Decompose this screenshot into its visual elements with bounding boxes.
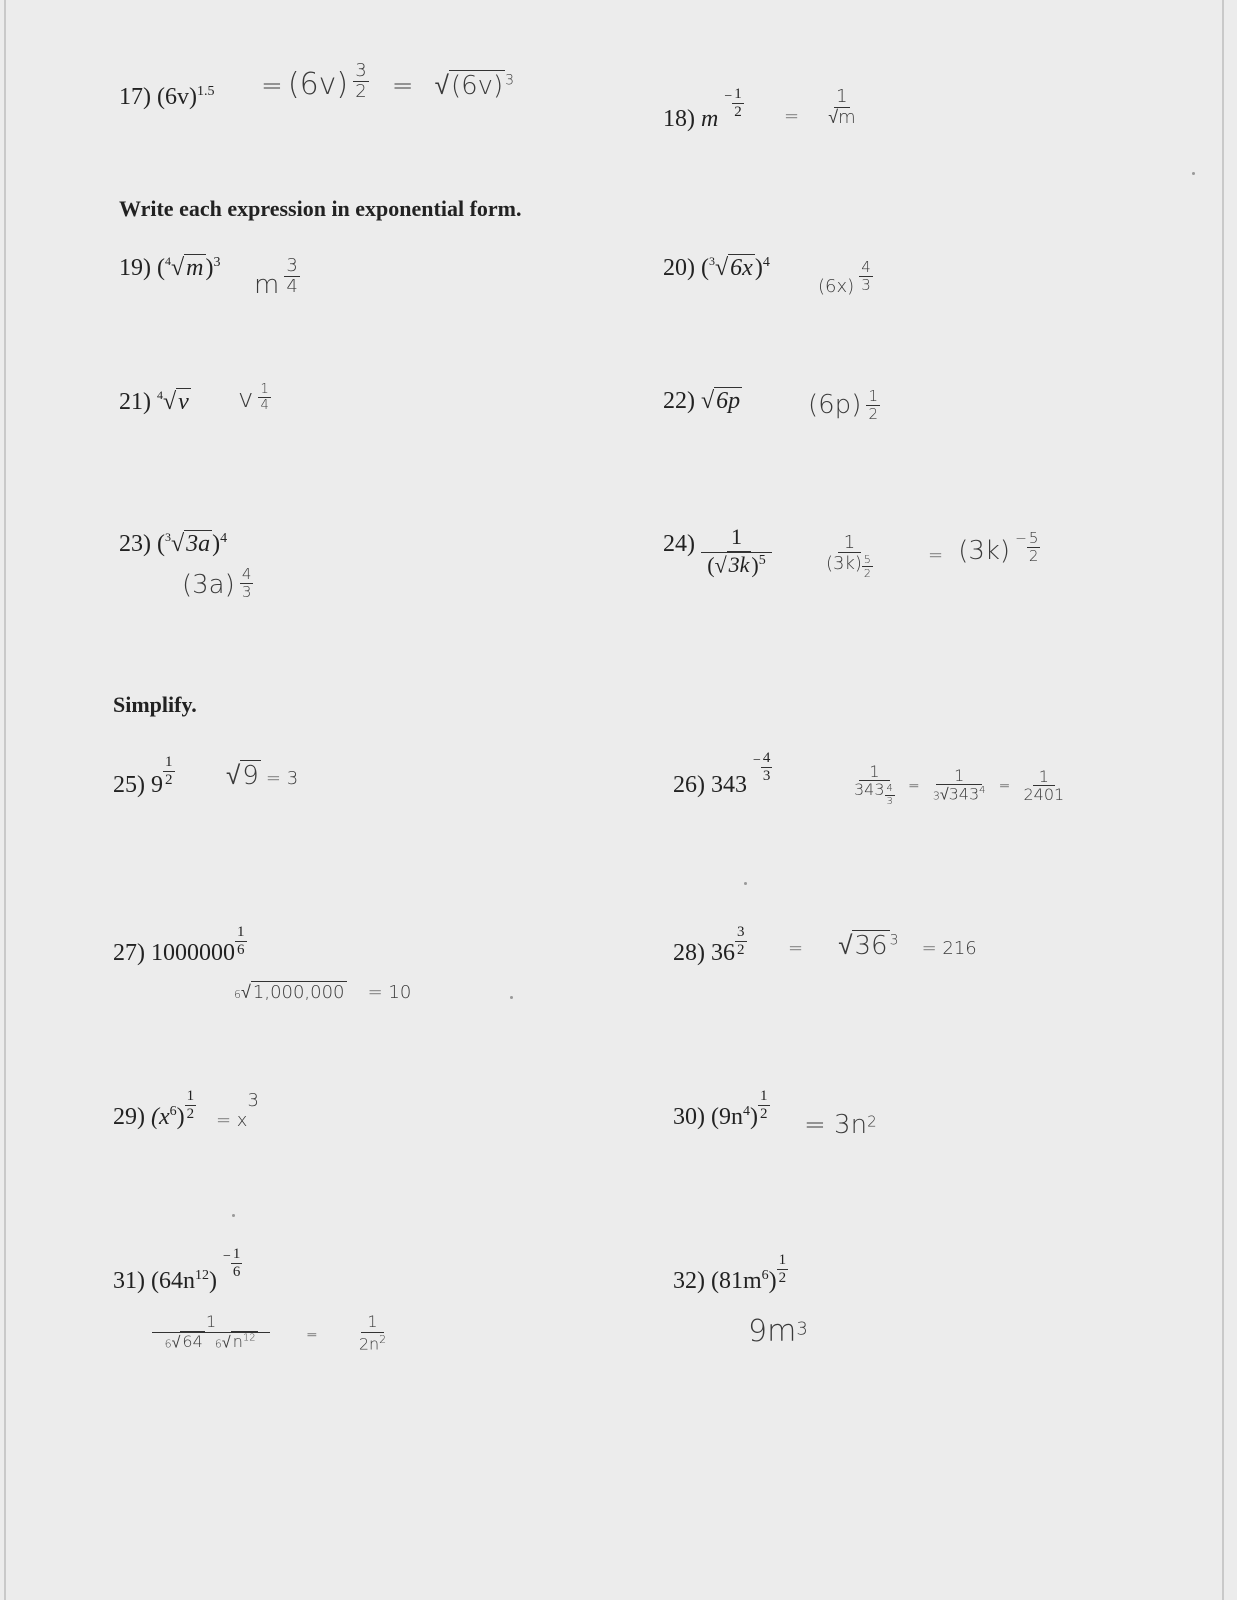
handwritten-work: $\frac{1}{3√343^4}$ xyxy=(932,766,986,804)
handwritten-exponent: $\frac{3}{4}$ xyxy=(286,255,298,297)
handwritten-exponent: 2 xyxy=(867,1112,877,1131)
expression: m xyxy=(701,106,719,132)
expression: (x xyxy=(151,1104,170,1130)
handwritten-answer: = x xyxy=(216,1110,248,1131)
root-index: 3 xyxy=(165,530,171,544)
problem-number: 30) xyxy=(673,1104,705,1130)
handwritten-exponent: 3 xyxy=(505,72,515,89)
inner-exponent: 6 xyxy=(169,1104,177,1119)
problem-number: 21) xyxy=(119,389,151,415)
handwritten-radicand: 9 xyxy=(242,761,259,791)
exponent: $\frac{1}{2}$ xyxy=(165,754,173,788)
problem-number: 18) xyxy=(663,106,695,132)
problem-number: 29) xyxy=(113,1104,145,1130)
section-heading: Write each expression in exponential form. xyxy=(119,196,522,221)
problem-number: 32) xyxy=(673,1268,705,1294)
handwritten-answer: (3k) xyxy=(958,536,1011,566)
work-19 xyxy=(254,248,300,300)
handwritten-exponent: $\frac{5}{2}$ xyxy=(1028,529,1039,565)
root-index: 6 xyxy=(234,988,241,1001)
handwritten-work: $\frac{1}{6√ 64 6√ n^{12}}$ xyxy=(152,1314,270,1350)
exponent: 4 xyxy=(220,531,228,546)
problem-25 xyxy=(113,754,175,814)
handwritten-exponent: $\frac{1}{4}$ xyxy=(260,382,269,413)
problem-27 xyxy=(113,924,247,982)
handwritten-answer: = 3 xyxy=(265,768,299,789)
handwritten-answer: 9m xyxy=(748,1314,797,1349)
work-27: 6√ 1,000,000 = 10 xyxy=(234,982,412,1003)
equals-sign: = xyxy=(391,71,414,101)
handwritten-exponent: $\frac{4}{3}$ xyxy=(241,565,252,601)
handwritten-answer: $\frac{1}{2n^2}$ xyxy=(358,1312,387,1354)
radicand: v xyxy=(178,389,189,415)
handwritten-exponent: 3 xyxy=(247,1090,259,1111)
exponent: 3 xyxy=(213,255,221,270)
problem-number: 23) xyxy=(119,531,151,557)
radicand: m xyxy=(186,255,204,281)
handwritten-answer: = 10 xyxy=(367,982,412,1003)
problem-number: 28) xyxy=(673,940,705,966)
problem-18 xyxy=(663,86,744,148)
work-23 xyxy=(182,556,253,600)
problem-number: 20) xyxy=(663,255,695,281)
expression: 1000000 xyxy=(151,940,235,966)
inner-exponent: 4 xyxy=(743,1104,750,1119)
handwritten-exponent: $\frac{1}{2}$ xyxy=(868,387,878,423)
problem-30: 30) $(9n^4)$ $\frac{1}{2}$ xyxy=(673,1088,768,1130)
exponent: $\frac{4}{3}$ xyxy=(762,750,771,784)
exponent-sign: − xyxy=(724,89,733,104)
problem-number: 19) xyxy=(119,255,151,281)
expression: (81m xyxy=(711,1268,762,1294)
handwritten-exponent: $\frac{3}{2}$ xyxy=(355,60,367,102)
handwritten-answer: (6p) xyxy=(808,390,862,420)
handwritten-answer: $\frac{1}{√m}$ xyxy=(828,86,856,128)
handwritten-radicand: 36 xyxy=(854,931,888,961)
problem-32: 32) $(81m^6)$ $\frac{1}{2}$ xyxy=(673,1252,787,1294)
work-21 xyxy=(238,370,271,412)
expression: (9n xyxy=(711,1104,743,1130)
expression: (64n xyxy=(151,1268,195,1294)
exponent: $\frac{1}{2}$ xyxy=(734,86,742,120)
problem-19: 19) $(^4√m)^3$ xyxy=(119,254,221,281)
handwritten-answer: m xyxy=(254,270,280,300)
exponent: $\frac{1}{6}$ xyxy=(237,924,245,958)
scan-speck xyxy=(510,996,513,999)
exponent: $\frac{1}{2}$ xyxy=(778,1252,787,1286)
handwritten-work: 1 343 $\frac{4}{3}$ xyxy=(854,762,893,807)
problem-number: 17) xyxy=(119,84,151,110)
exponent: $\frac{1}{2}$ xyxy=(760,1088,768,1122)
exponent-sign: − xyxy=(753,753,761,768)
problem-31: 31) $(64n^{12})$ − $\frac{1}{6}$ xyxy=(113,1246,241,1294)
scan-speck xyxy=(1192,172,1195,175)
section-heading: Simplify. xyxy=(113,692,197,717)
handwritten-exponent: $\frac{4}{3}$ xyxy=(861,258,871,294)
equals-sign: = xyxy=(261,71,283,101)
equals-sign: = xyxy=(784,106,800,127)
handwritten-answer: (6x) xyxy=(818,276,855,297)
radicand: 6x xyxy=(730,255,753,281)
equals-sign: = xyxy=(998,778,1011,794)
work-25: √9 = 3 xyxy=(226,761,299,791)
problem-number: 24) xyxy=(663,530,695,557)
equals-sign: = xyxy=(788,938,804,959)
problem-number: 26) xyxy=(673,772,705,798)
expression: 36 xyxy=(711,940,735,966)
exponent: 1.5 xyxy=(196,84,215,99)
problem-number: 27) xyxy=(113,940,145,966)
expression: $\frac{1}{(√3k)^5}$ xyxy=(701,526,772,576)
handwritten-exponent: 3 xyxy=(796,1318,808,1340)
equals-sign: = xyxy=(306,1327,318,1343)
problem-number: 25) xyxy=(113,772,145,798)
handwritten-answer: = 3n xyxy=(804,1110,868,1140)
work-30 xyxy=(804,1110,877,1140)
work-28: = √36 $^3$ = 216 xyxy=(788,931,977,961)
handwritten-answer: $\frac{1}{2401}$ xyxy=(1023,766,1065,804)
problem-number: 31) xyxy=(113,1268,145,1294)
problem-17 xyxy=(119,84,214,111)
exponent-sign: − xyxy=(1015,531,1027,547)
handwritten-work: 1 (3k) $\frac{5}{2}$ xyxy=(826,532,871,580)
work-24 xyxy=(826,534,873,579)
expression: 343 xyxy=(711,772,747,798)
root-index: 4 xyxy=(157,388,163,402)
handwritten-answer: (3a) xyxy=(182,570,235,600)
answer-24 xyxy=(928,520,1040,564)
problem-22: 22) √6p xyxy=(663,388,741,414)
root-index: 3 xyxy=(709,254,715,268)
exponent: 4 xyxy=(762,255,770,270)
inner-exponent: 6 xyxy=(761,1268,769,1283)
radicand: 3a xyxy=(186,531,211,557)
work-29 xyxy=(216,1090,259,1131)
problem-20: 20) $(^3√6x)^4$ xyxy=(663,254,770,281)
exponent-sign: − xyxy=(223,1249,231,1264)
work-20 xyxy=(818,256,873,297)
equals-sign: = xyxy=(908,778,920,794)
problem-23: 23) $(^3√3a)^4$ xyxy=(119,530,228,557)
root-index: 4 xyxy=(165,254,171,268)
work-32 xyxy=(748,1314,808,1349)
exponent: $\frac{1}{6}$ xyxy=(232,1246,241,1280)
work-18 xyxy=(784,86,856,127)
problem-26 xyxy=(673,750,772,814)
problem-21: 21) $^4$√v xyxy=(119,388,189,415)
scan-speck xyxy=(232,1214,235,1217)
work-22 xyxy=(808,378,880,422)
work-26 xyxy=(854,764,1064,807)
handwritten-radicand: 1,000,000 xyxy=(252,982,345,1003)
problem-number: 22) xyxy=(663,388,695,414)
worksheet-page xyxy=(4,0,1224,1600)
problem-29: 29) $(x^6)$ $\frac{1}{2}$ xyxy=(113,1088,195,1130)
problem-24 xyxy=(663,526,772,576)
handwritten-work: (6v) xyxy=(287,67,349,102)
exponent: $\frac{1}{2}$ xyxy=(186,1088,195,1122)
expression: 9 xyxy=(151,772,163,798)
work-31 xyxy=(152,1312,270,1350)
inner-exponent: 12 xyxy=(195,1268,209,1283)
handwritten-exponent: 3 xyxy=(889,932,899,949)
scan-speck xyxy=(744,882,747,885)
equals-sign: = xyxy=(928,545,944,566)
exponent: $\frac{3}{2}$ xyxy=(737,924,745,958)
expression: (6v) xyxy=(157,84,197,110)
handwritten-radicand: (6v) xyxy=(450,71,504,101)
problem-28 xyxy=(673,924,747,982)
handwritten-answer: = 216 xyxy=(921,938,977,959)
answer-31 xyxy=(306,1312,386,1352)
handwritten-answer: v xyxy=(238,384,254,414)
radicand: 6p xyxy=(716,388,741,414)
work-17: = (6v) $\frac{3}{2}$ = √(6v) $^3$ xyxy=(261,60,515,102)
